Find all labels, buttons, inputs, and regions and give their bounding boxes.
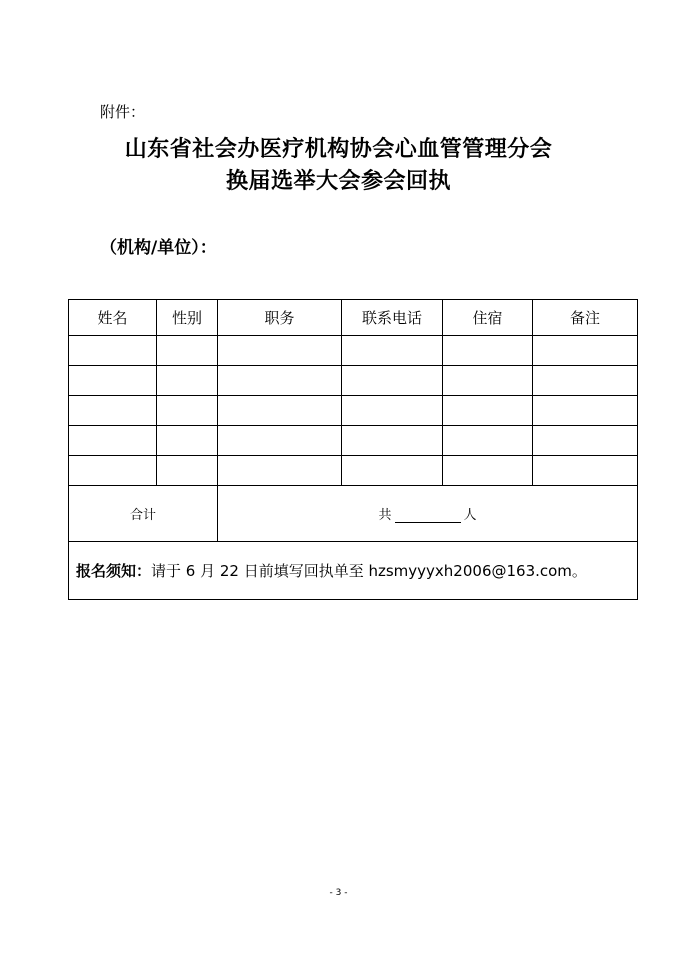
phone-cell[interactable] — [342, 366, 443, 396]
header-phone: 联系电话 — [342, 300, 443, 336]
phone-cell[interactable] — [342, 396, 443, 426]
accommodation-cell[interactable] — [443, 396, 533, 426]
accommodation-cell[interactable] — [443, 456, 533, 486]
total-row — [69, 486, 638, 542]
remarks-cell[interactable] — [533, 396, 638, 426]
header-position: 职务 — [218, 300, 342, 336]
notice-label: 报名须知： — [76, 562, 152, 580]
position-cell[interactable] — [218, 396, 342, 426]
header-remarks: 备注 — [533, 300, 638, 336]
total-label: 合计 — [69, 486, 218, 542]
gender-cell[interactable] — [157, 366, 218, 396]
document-title-line-1: 山东省社会办医疗机构协会心血管管理分会 — [124, 137, 553, 162]
document-title-line-2: 换届选举大会参会回执 — [225, 169, 451, 194]
header-name: 姓名 — [69, 300, 157, 336]
registration-table — [68, 299, 638, 600]
total-count-cell — [218, 486, 638, 542]
gender-cell[interactable] — [157, 426, 218, 456]
name-cell[interactable] — [69, 456, 157, 486]
organization-label: （机构/单位）： — [100, 238, 217, 258]
name-cell[interactable] — [69, 336, 157, 366]
accommodation-cell[interactable] — [443, 336, 533, 366]
page-number: - 3 - — [329, 888, 348, 898]
remarks-cell[interactable] — [533, 456, 638, 486]
table-row — [69, 366, 638, 396]
position-cell[interactable] — [218, 336, 342, 366]
table-row — [69, 336, 638, 366]
table-row — [69, 456, 638, 486]
gender-cell[interactable] — [157, 456, 218, 486]
notice-cell — [69, 542, 638, 600]
gender-cell[interactable] — [157, 396, 218, 426]
position-cell[interactable] — [218, 426, 342, 456]
notice-row — [69, 542, 638, 600]
phone-cell[interactable] — [342, 426, 443, 456]
position-cell[interactable] — [218, 366, 342, 396]
total-suffix: 人 — [463, 508, 477, 523]
name-cell[interactable] — [69, 366, 157, 396]
remarks-cell[interactable] — [533, 366, 638, 396]
remarks-cell[interactable] — [533, 426, 638, 456]
table-row — [69, 396, 638, 426]
header-accommodation: 住宿 — [443, 300, 533, 336]
gender-cell[interactable] — [157, 336, 218, 366]
total-count-blank[interactable] — [395, 508, 461, 523]
phone-cell[interactable] — [342, 336, 443, 366]
accommodation-cell[interactable] — [443, 426, 533, 456]
total-prefix: 共 — [378, 508, 392, 523]
header-gender: 性别 — [157, 300, 218, 336]
remarks-cell[interactable] — [533, 336, 638, 366]
position-cell[interactable] — [218, 456, 342, 486]
table-row — [69, 426, 638, 456]
phone-cell[interactable] — [342, 456, 443, 486]
table-header-row — [69, 300, 638, 336]
attachment-label: 附件： — [100, 103, 146, 121]
name-cell[interactable] — [69, 426, 157, 456]
notice-text: 请于 6 月 22 日前填写回执单至 hzsmyyyxh2006@163.com。 — [151, 562, 587, 580]
accommodation-cell[interactable] — [443, 366, 533, 396]
name-cell[interactable] — [69, 396, 157, 426]
